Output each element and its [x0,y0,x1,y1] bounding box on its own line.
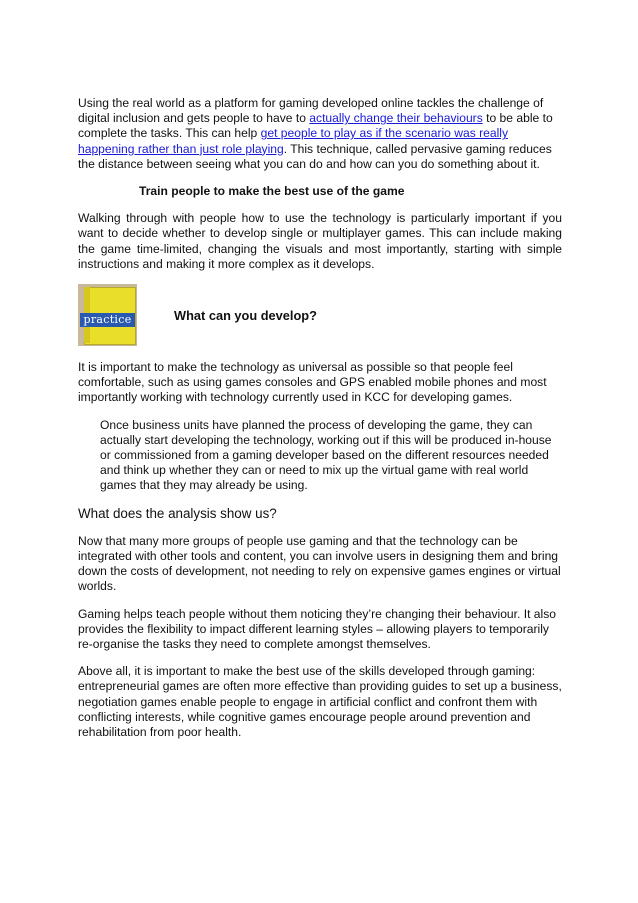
intro-text-a: Using the real world as a platform for gaming developed online tackles the challenge of digital inclusion and gets people to have to [78,96,544,126]
intro-text-c: . This technique, called pervasive gaming reduces the distance between seeing what you can do and how can you do something about it. [78,141,552,171]
book-title-word: practice [80,313,135,327]
walking-paragraph: Walking through with people how to use the technology is particularly important if you want to decide whether to develop single or multiplayer games. This can include making the game time-limited, changing the visuals and most importantly, starting with simple instructions and making it more complex as it develops. [78,211,562,271]
link-change-behaviours[interactable]: actually change their behaviours [309,111,483,126]
above-all-paragraph: Above all, it is important to make the best use of the skills developed through gaming: entrepreneurial games are often more effective than providing guides to set up a business, negotiation games enable people to engage in artificial conflict and confront them with conflicting interests, while cognitive games encourage people around prevention and rehabilitation from poor health. [78,664,562,740]
heading-train-people: Train people to make the best use of the game [139,184,405,199]
business-units-paragraph: Once business units have planned the process of developing the game, they can actually start developing the technology, working out if this will be produced in-house or commissioned from a gaming developer based on the different resources needed and think up whether they can or need to mix up the virtual game with real world games that they may already be using. [100,417,552,493]
intro-paragraph [78,96,562,172]
gaming-paragraph: Gaming helps teach people without them noticing they’re changing their behaviour. It also provides the flexibility to impact different learning styles – allowing players to temporarily re-organise the tasks they need to complete amongst themselves. [78,606,556,652]
practice-book-image [78,284,137,346]
universal-paragraph: It is important to make the technology as universal as possible so that people feel comfortable, such as using games consoles and GPS enabled mobile phones and most importantly working with technology currently used in KCC for developing games. [78,360,547,405]
link-play-as-if-real[interactable]: get people to play as if the scenario was really happening rather than just role playing [78,126,509,156]
intro-text-b: to be able to complete the tasks. This can help [78,111,553,141]
document-body [78,96,562,752]
develop-section-header [78,284,562,346]
heading-what-can-you-develop: What can you develop? [174,308,317,324]
groups-paragraph: Now that many more groups of people use gaming and that the technology can be integrated with other tools and content, you can involve users in designing them and bring down the costs of development, not needing to rely on expensive games engines or virtual worlds. [78,533,561,594]
heading-analysis: What does the analysis show us? [78,505,277,521]
